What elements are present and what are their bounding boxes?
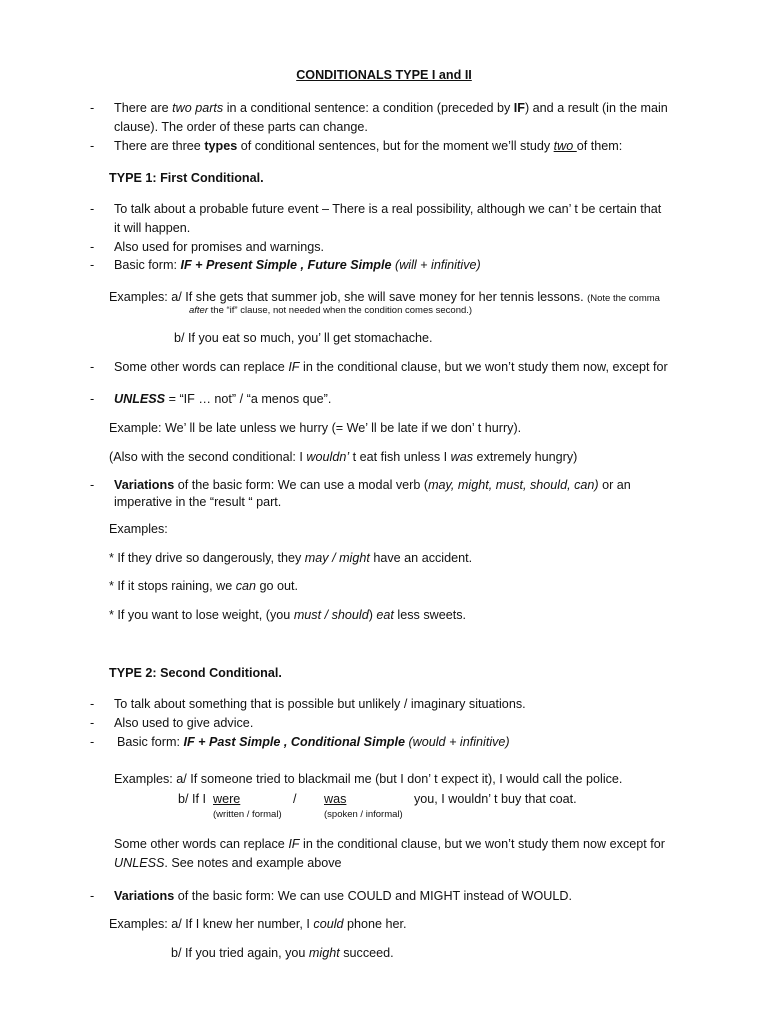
note-spoken-informal: (spoken / informal)	[324, 809, 403, 820]
type1-modal-example-3: * If you want to lose weight, (you must / should) eat less sweets.	[109, 608, 467, 622]
bullet-dash: -	[90, 889, 95, 903]
type2-heading: TYPE 2: Second Conditional.	[109, 666, 282, 680]
type1-modal-example-2: * If it stops raining, we can go out.	[109, 579, 299, 593]
type1-use-1-cont: it will happen.	[114, 221, 191, 235]
intro-paragraph-2: There are three types of conditional sentences, but for the moment we’ll study two of them:	[114, 139, 623, 153]
type2-use-2: Also used to give advice.	[114, 716, 254, 730]
type1-examples-label: Examples:	[109, 522, 168, 536]
bullet-dash: -	[90, 101, 95, 115]
bullet-dash: -	[90, 697, 95, 711]
type1-example-note: after the “if” clause, not needed when the condition comes second.)	[189, 305, 473, 316]
type2-use-1: To talk about something that is possible but unlikely / imaginary situations.	[114, 697, 526, 711]
type2-variations: Variations of the basic form: We can use COULD and MIGHT instead of WOULD.	[114, 889, 572, 903]
bullet-dash: -	[90, 392, 95, 406]
type2-example-b-slash: /	[293, 792, 297, 806]
type1-heading: TYPE 1: First Conditional.	[109, 171, 264, 185]
type2-example-b2: b/ If you tried again, you might succeed.	[171, 946, 394, 960]
bullet-dash: -	[90, 478, 95, 492]
type2-other-words-cont: UNLESS. See notes and example above	[114, 856, 342, 870]
type2-example-b-end: you, I wouldn’ t buy that coat.	[414, 792, 577, 806]
unless-example: Example: We’ ll be late unless we hurry (= We’ ll be late if we don’ t hurry).	[109, 421, 522, 435]
bullet-dash: -	[90, 240, 95, 254]
bullet-dash: -	[90, 139, 95, 153]
type2-example-a2: Examples: a/ If I knew her number, I could phone her.	[109, 917, 407, 931]
type1-variations: Variations of the basic form: We can use a modal verb (may, might, must, should, can) or an	[114, 478, 631, 492]
type1-other-words: Some other words can replace IF in the conditional clause, but we won’t study them now, except for	[114, 360, 668, 374]
type1-use-1: To talk about a probable future event – There is a real possibility, although we can’ t be certain that	[114, 202, 662, 216]
document-title: CONDITIONALS TYPE I and II	[296, 68, 472, 82]
type2-basic-form: Basic form: IF + Past Simple , Conditional Simple (would + infinitive)	[117, 735, 510, 749]
intro-paragraph-1: There are two parts in a conditional sentence: a condition (preceded by IF) and a result (in the main	[114, 101, 668, 115]
type2-other-words: Some other words can replace IF in the conditional clause, but we won’t study them now except for	[114, 837, 665, 851]
type2-example-a: Examples: a/ If someone tried to blackmail me (but I don’ t expect it), I would call the police.	[114, 772, 623, 786]
unless-definition: UNLESS = “IF … not” / “a menos que”.	[114, 392, 332, 406]
type1-basic-form: Basic form: IF + Present Simple , Future Simple (will + infinitive)	[114, 258, 481, 272]
type1-variations-cont: imperative in the “result “ part.	[114, 495, 282, 509]
type1-modal-example-1: * If they drive so dangerously, they may / might have an accident.	[109, 551, 473, 565]
bullet-dash: -	[90, 258, 95, 272]
type2-example-b-was: was	[324, 792, 347, 806]
intro-paragraph-1-cont: clause). The order of these parts can change.	[114, 120, 368, 134]
unless-second-conditional: (Also with the second conditional: I wouldn’ t eat fish unless I was extremely hungry)	[109, 450, 578, 464]
bullet-dash: -	[90, 735, 95, 749]
note-written-formal: (written / formal)	[213, 809, 282, 820]
type2-example-b-start: b/ If I	[178, 792, 206, 806]
type1-example-a: Examples: a/ If she gets that summer job, she will save money for her tennis lessons. (Note the comma	[109, 290, 660, 304]
bullet-dash: -	[90, 202, 95, 216]
bullet-dash: -	[90, 716, 95, 730]
type2-example-b-were: were	[213, 792, 241, 806]
type1-example-b: b/ If you eat so much, you’ ll get stomachache.	[174, 331, 433, 345]
type1-use-2: Also used for promises and warnings.	[114, 240, 324, 254]
bullet-dash: -	[90, 360, 95, 374]
